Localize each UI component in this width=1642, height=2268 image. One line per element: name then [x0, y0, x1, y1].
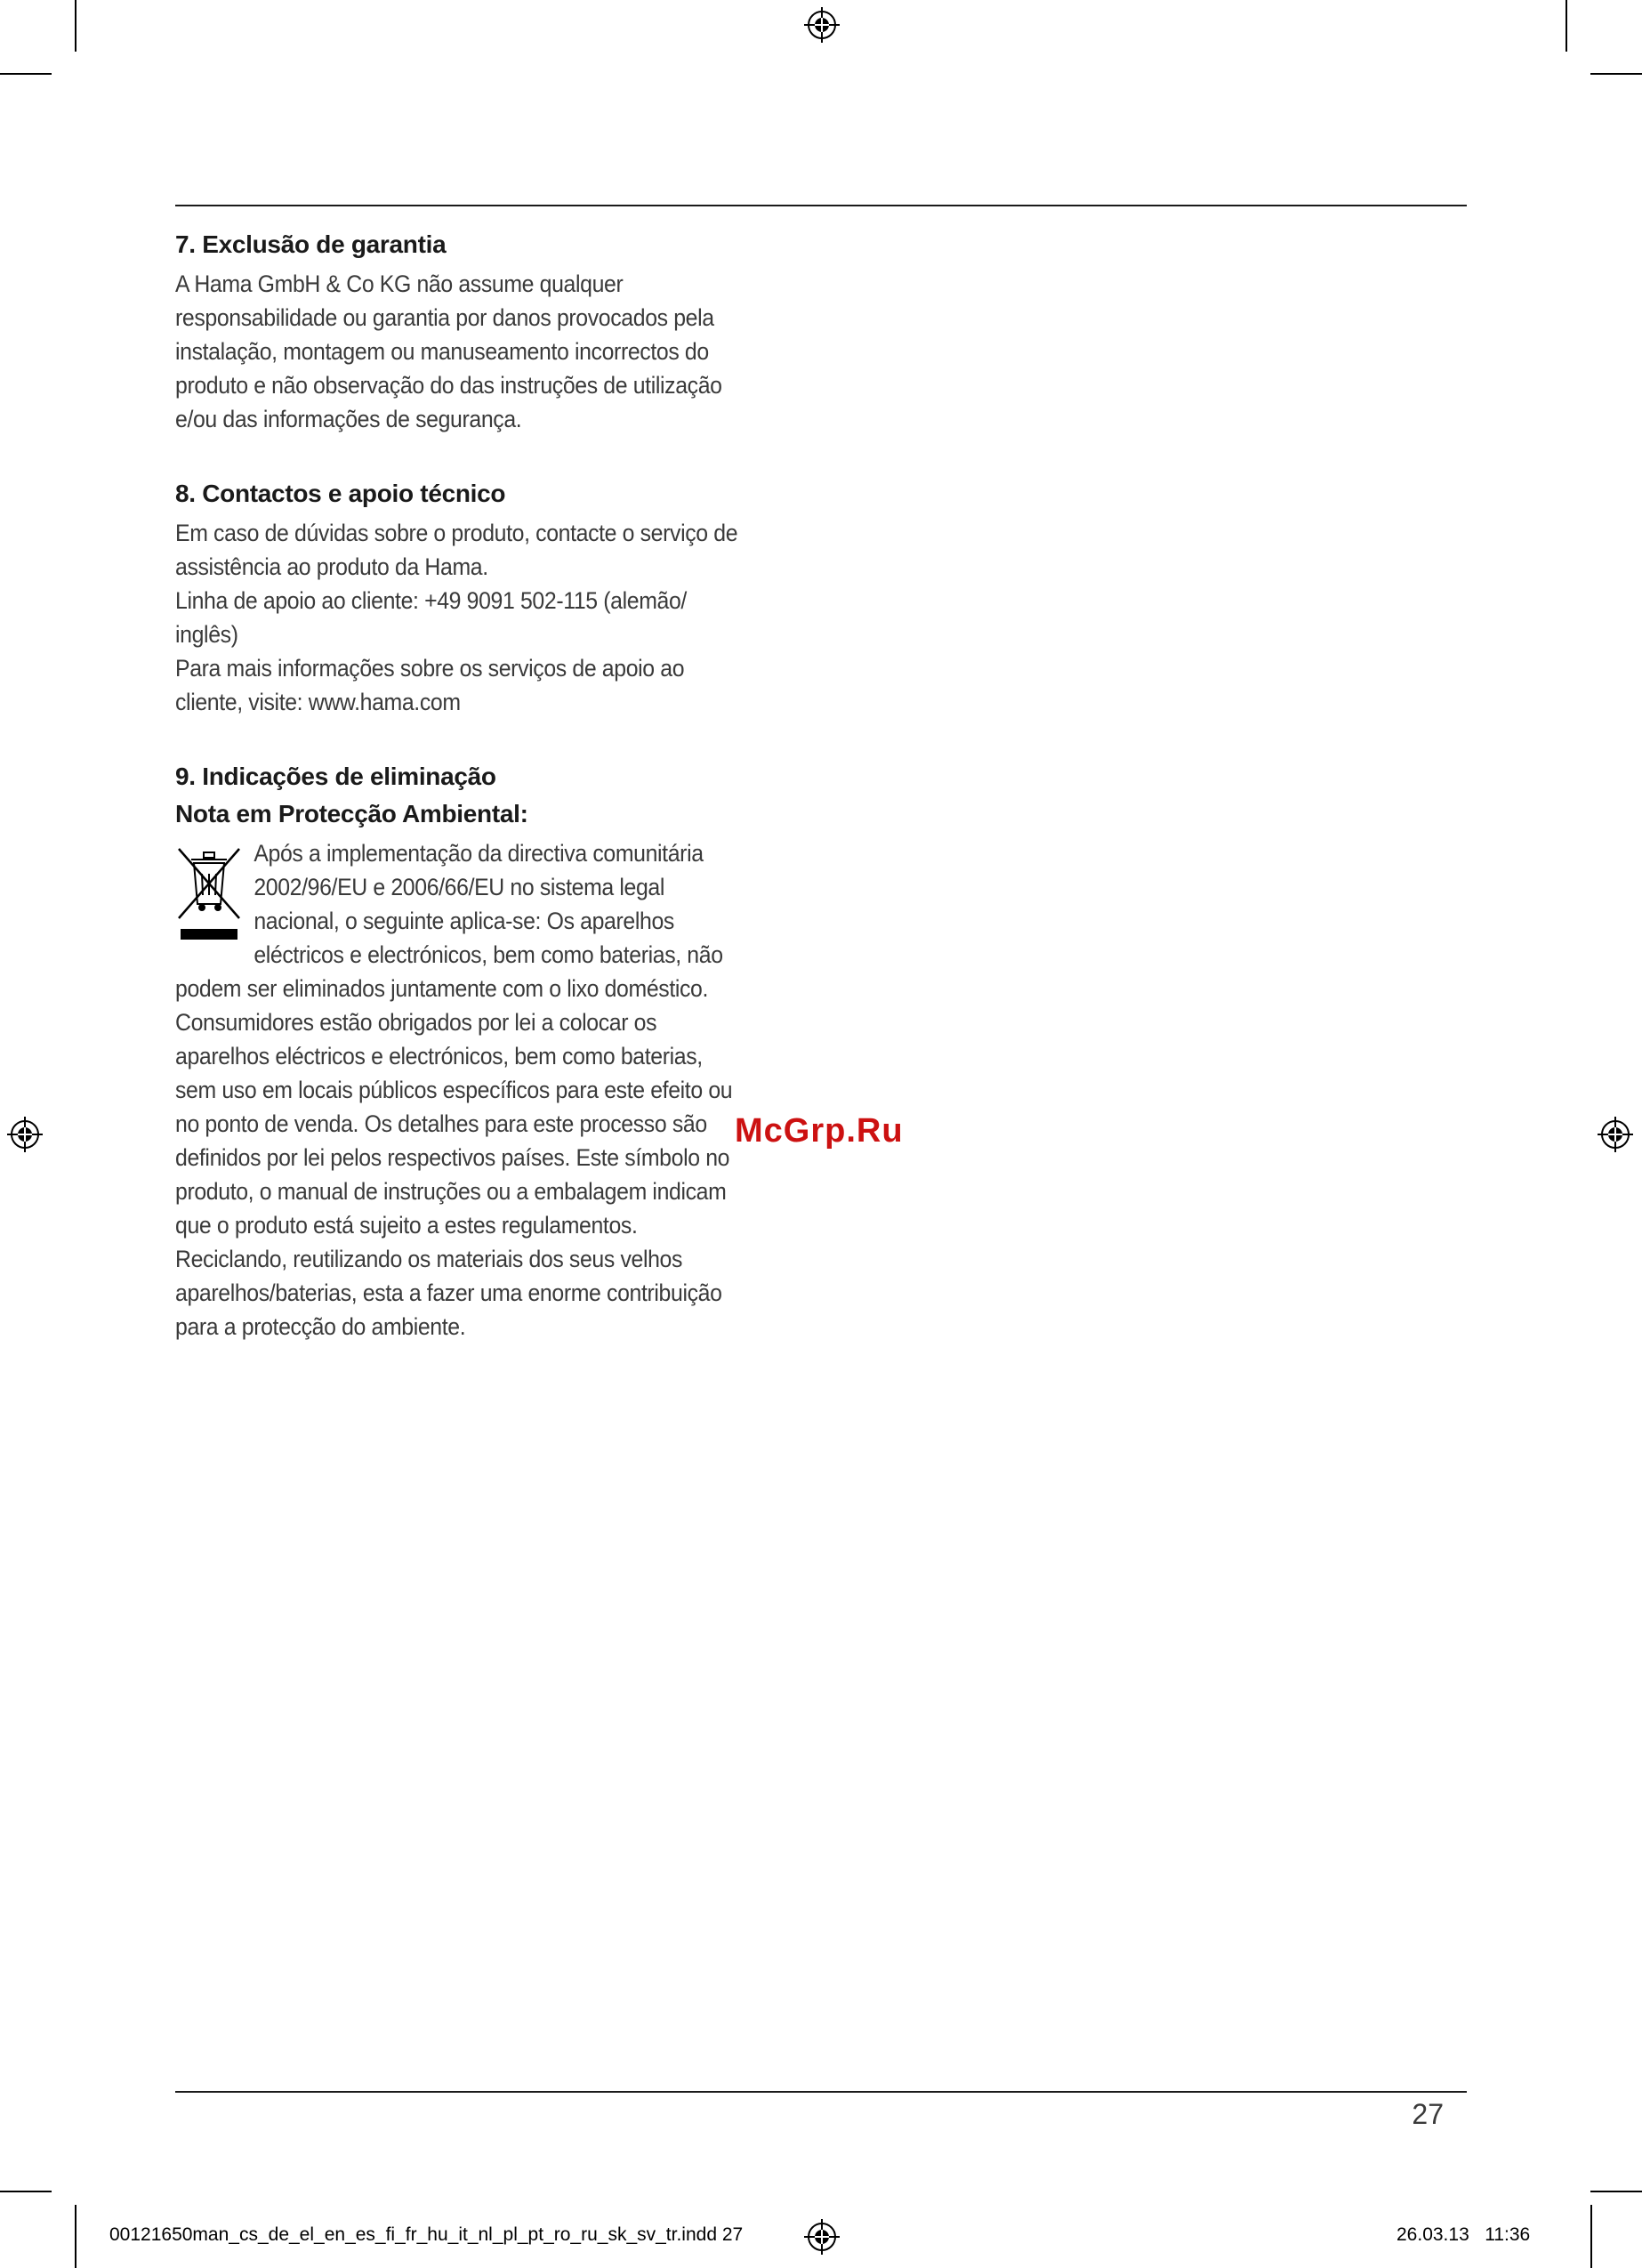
text-line: inglês) — [175, 621, 238, 648]
text-line: instalação, montagem ou manuseamento incorrectos do — [175, 338, 709, 365]
crop-mark-bottom-right-horizontal — [1590, 2191, 1642, 2192]
text-line: cliente, visite: www.hama.com — [175, 689, 461, 715]
text-line: definidos por lei pelos respectivos países. Este símbolo no — [175, 1144, 730, 1171]
header-rule — [175, 205, 1467, 206]
registration-mark-icon — [804, 2219, 840, 2255]
page-number: 27 — [1412, 2098, 1444, 2130]
text-line: responsabilidade ou garantia por danos provocados pela — [175, 304, 714, 331]
text-line: assistência ao produto da Hama. — [175, 553, 488, 580]
section-heading: 8. Contactos e apoio técnico — [175, 480, 506, 507]
text-line: sem uso em locais públicos específicos para este efeito ou — [175, 1077, 733, 1103]
section-disposal — [175, 760, 816, 1344]
crop-mark-bottom-right-vertical — [1590, 2205, 1592, 2268]
registration-mark-icon — [7, 1117, 43, 1152]
section-warranty — [175, 228, 816, 436]
text-line: podem ser eliminados juntamente com o lixo doméstico. — [175, 975, 709, 1002]
text-line: Em caso de dúvidas sobre o produto, contacte o serviço de — [175, 520, 738, 546]
text-line: Para mais informações sobre os serviços de apoio ao — [175, 655, 685, 682]
registration-mark-icon — [804, 7, 840, 43]
text-line: nacional, o seguinte aplica-se: Os aparelhos — [254, 908, 674, 934]
text-line: produto, o manual de instruções ou a embalagem indicam — [175, 1178, 727, 1205]
text-line: aparelhos/baterias, esta a fazer uma enorme contribuição — [175, 1279, 722, 1306]
section-text — [175, 516, 814, 719]
crop-mark-top-right-horizontal — [1590, 73, 1642, 75]
crop-mark-top-left-vertical — [75, 0, 76, 52]
watermark: McGrp.Ru — [735, 1112, 904, 1150]
text-line: 2002/96/EU e 2006/66/EU no sistema legal — [254, 874, 665, 900]
section-text — [175, 267, 814, 436]
crop-mark-bottom-left-vertical — [75, 2205, 76, 2268]
crop-mark-top-right-vertical — [1566, 0, 1567, 52]
text-line: Reciclando, reutilizando os materiais dos seus velhos — [175, 1246, 683, 1272]
text-line: eléctricos e electrónicos, bem como baterias, não — [254, 941, 723, 968]
text-line: aparelhos eléctricos e electrónicos, bem como baterias, — [175, 1043, 703, 1069]
registration-mark-icon — [1598, 1117, 1633, 1152]
crop-mark-top-left-horizontal — [0, 73, 52, 75]
text-line: para a protecção do ambiente. — [175, 1313, 466, 1340]
text-line: A Hama GmbH & Co KG não assume qualquer — [175, 270, 624, 297]
section-text — [175, 836, 814, 1344]
document-body — [175, 228, 816, 1384]
section-heading: 7. Exclusão de garantia — [175, 230, 447, 258]
text-line: Após a implementação da directiva comunitária — [254, 840, 704, 867]
footer-filename: 00121650man_cs_de_el_en_es_fi_fr_hu_it_nl_pl_pt_ro_ru_sk_sv_tr.indd 27 — [109, 2224, 744, 2245]
section-heading: 9. Indicações de eliminação — [175, 763, 496, 790]
footer-timestamp: 26.03.13 11:36 — [1397, 2224, 1531, 2245]
text-line: produto e não observação do das instruções de utilização — [175, 372, 722, 399]
footer-rule — [175, 2091, 1467, 2093]
text-line: Linha de apoio ao cliente: +49 9091 502-115 (alemão/ — [175, 587, 687, 614]
text-line: e/ou das informações de segurança. — [175, 406, 522, 432]
crop-mark-bottom-left-horizontal — [0, 2191, 52, 2192]
section-contacts — [175, 477, 816, 719]
text-line: que o produto está sujeito a estes regulamentos. — [175, 1212, 638, 1239]
text-line: no ponto de venda. Os detalhes para este processo são — [175, 1110, 707, 1137]
section-subheading: Nota em Protecção Ambiental: — [175, 800, 528, 827]
text-line: Consumidores estão obrigados por lei a colocar os — [175, 1009, 657, 1036]
weee-block — [175, 836, 816, 1344]
